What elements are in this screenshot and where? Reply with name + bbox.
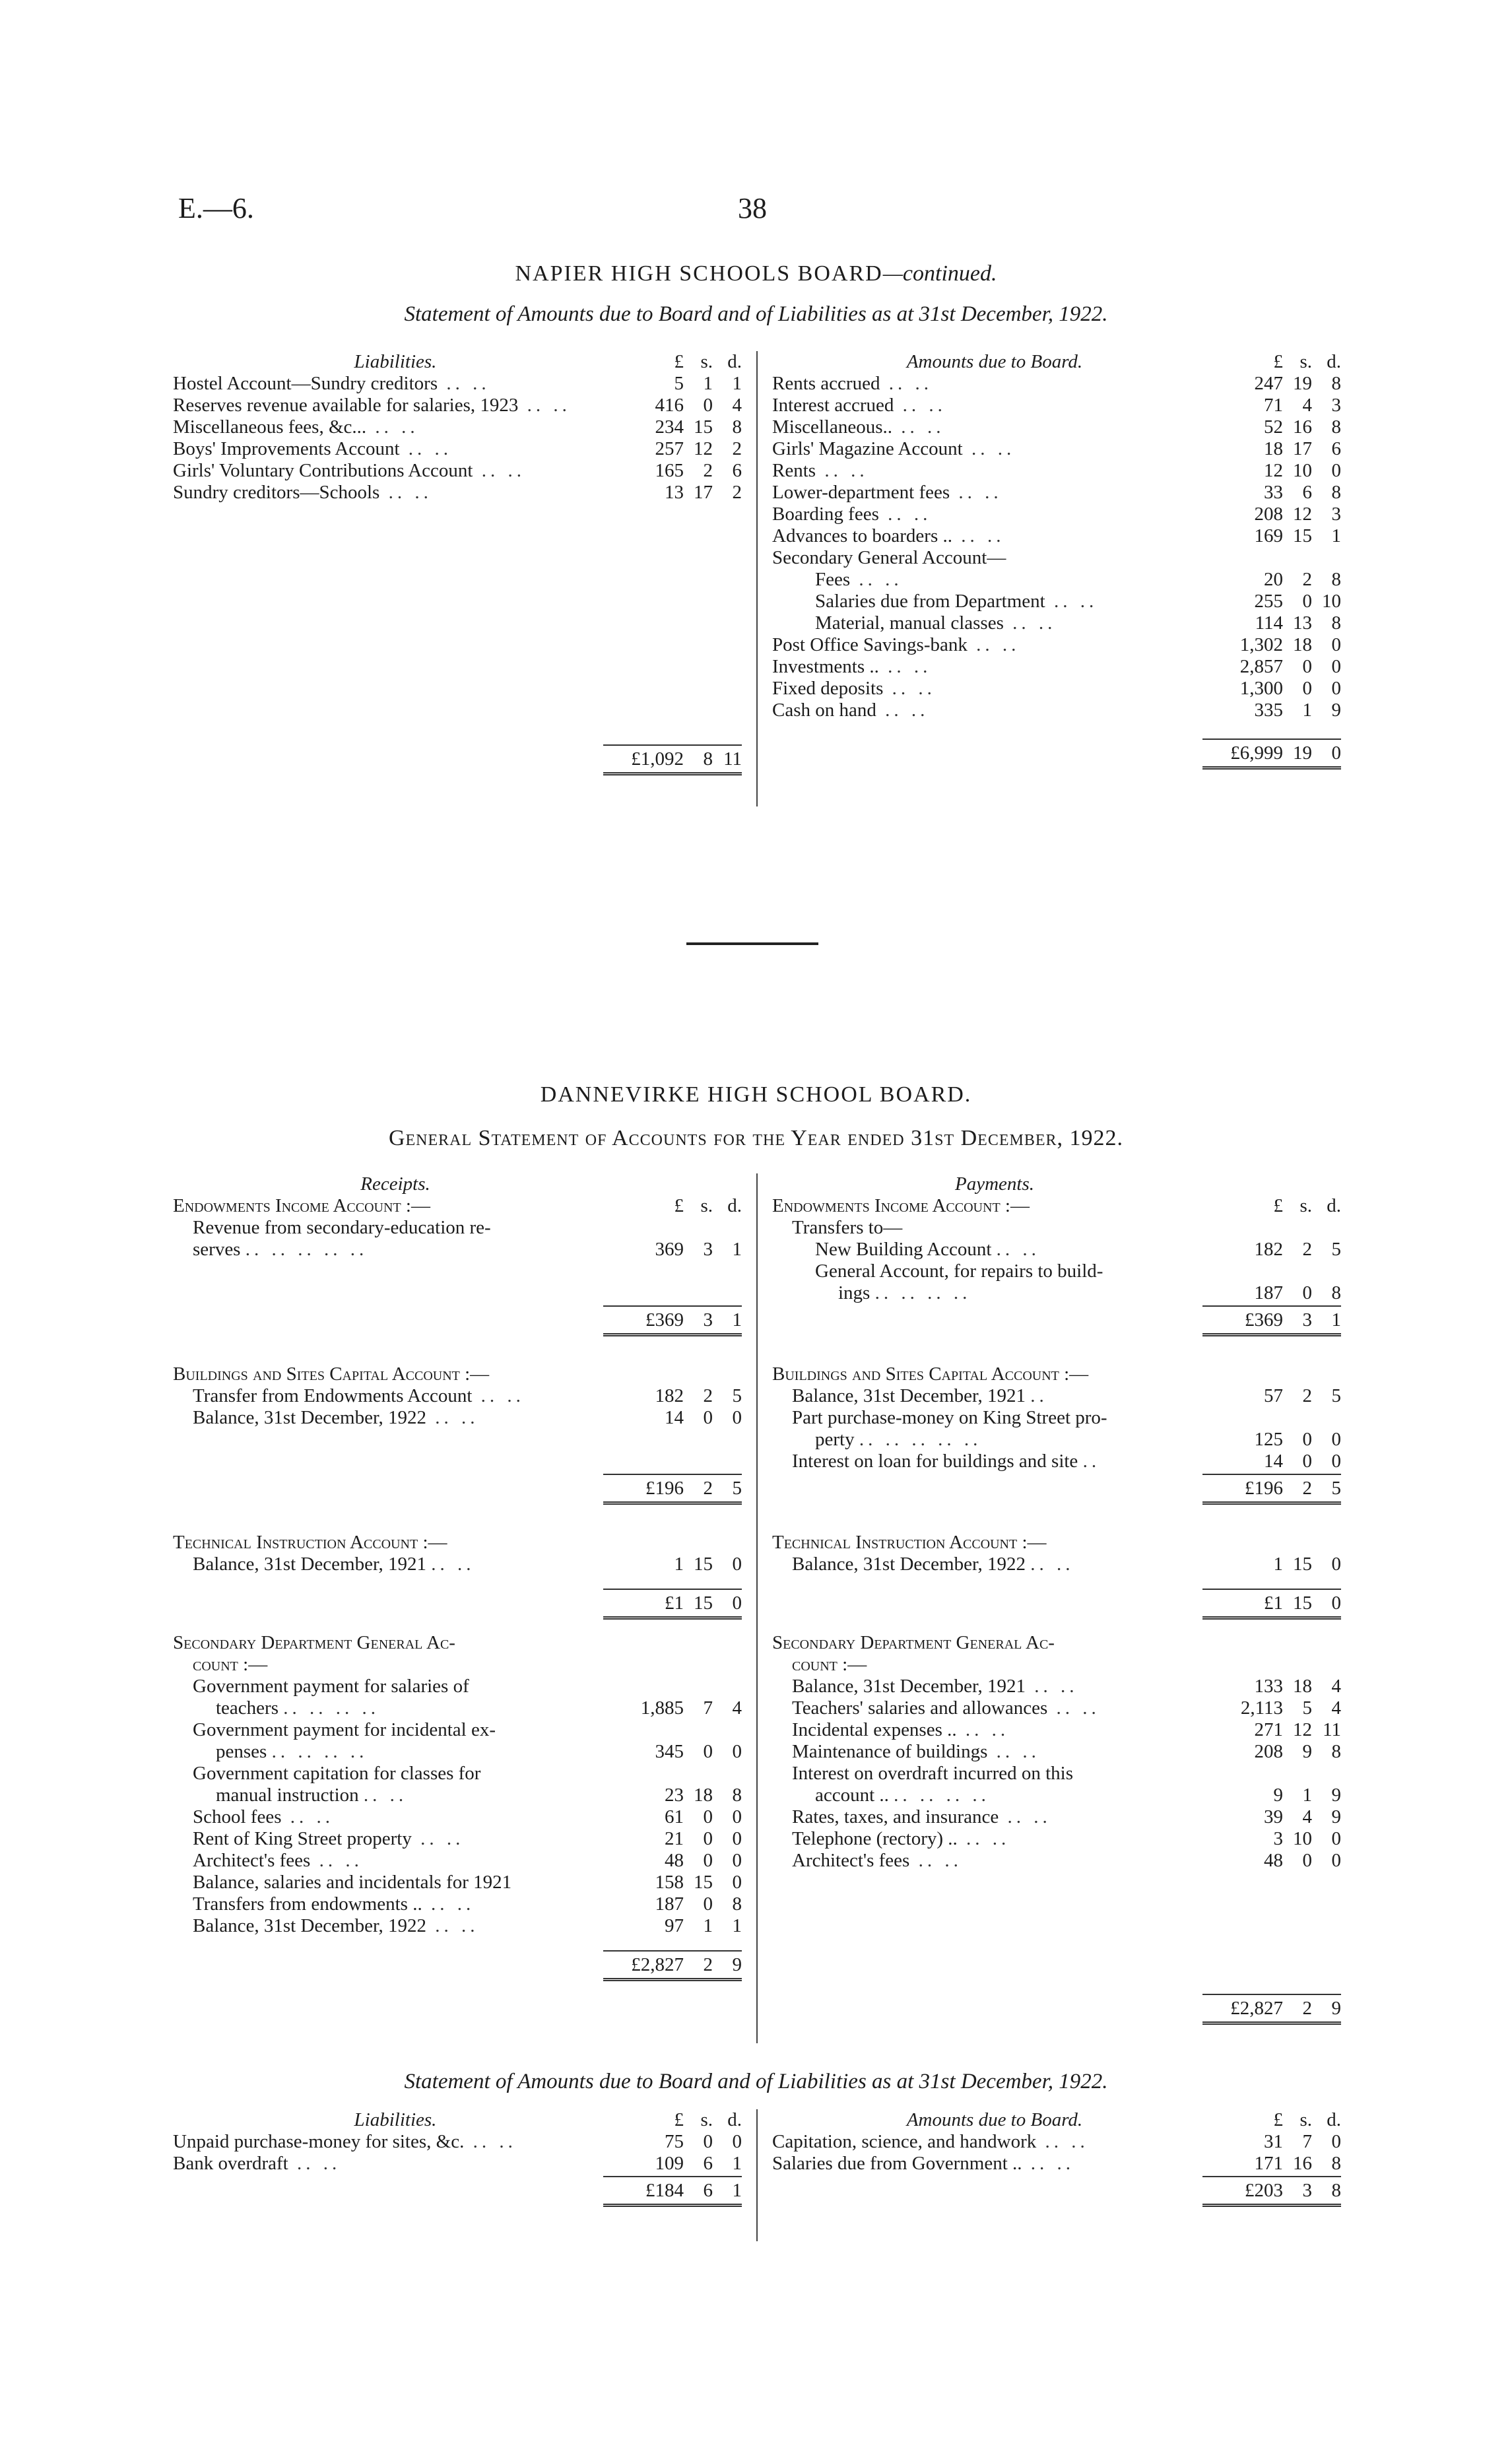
row-label: Miscellaneous.. — [772, 416, 893, 438]
list-item: serves .. .. .. .. .. 369 3 1 — [193, 1239, 742, 1260]
amount-shillings: 18 — [1293, 634, 1312, 655]
amount-pence: 0 — [732, 1872, 742, 1893]
table-row: Hostel Account—Sundry creditors .. .. 5 1 1 — [173, 373, 742, 394]
list-item: Interest on overdraft incurred on this — [792, 1763, 1073, 1784]
amount-pounds: 114 — [1255, 612, 1283, 634]
secondary-payments-total: £2,827 2 9 — [772, 1994, 1341, 2020]
amount-pounds: 335 — [1254, 700, 1283, 721]
list-item: Secondary Department General Ac- — [772, 1632, 1055, 1653]
row-label: Miscellaneous fees, &c... — [173, 416, 367, 438]
amount-shillings: 17 — [694, 482, 713, 503]
napier-subtitle: Statement of Amounts due to Board and of Liabilities as at 31st December, 1922. — [404, 302, 1108, 326]
amount-pence: 0 — [1331, 678, 1341, 699]
row-label: Investments .. — [772, 656, 879, 677]
amount-pence: 0 — [732, 1850, 742, 1871]
amount-shillings: 0 — [703, 1893, 713, 1915]
amount-pence: 2 — [732, 482, 742, 503]
amount-shillings: 7 — [1302, 2131, 1312, 2152]
amount-shillings: 1 — [1302, 700, 1312, 721]
table-row: School fees .. .. 61 0 0 — [193, 1806, 742, 1827]
row-label: Salaries due from Department — [815, 591, 1045, 612]
table-row: Salaries due from Department .. .. 255 0 10 — [815, 591, 1341, 612]
list-item: manual instruction .. .. 23 18 8 — [216, 1785, 742, 1806]
napier-statement — [173, 351, 1341, 806]
amount-pounds: 48 — [1264, 1850, 1283, 1871]
amount-pence: 0 — [1331, 1850, 1341, 1871]
amount-pounds: 257 — [655, 438, 684, 459]
row-label: Boarding fees — [772, 504, 879, 525]
amount-shillings: 17 — [1293, 438, 1312, 459]
amount-pence: 1 — [732, 2153, 742, 2174]
amount-pence: 0 — [732, 1806, 742, 1827]
table-row: Salaries due from Government .. .. .. 171 16 8 — [772, 2153, 1341, 2174]
dannevirke-liabilities-total: £184 6 1 — [173, 2176, 742, 2202]
list-item: Interest on loan for buildings and site .. 14 0 0 — [792, 1451, 1341, 1472]
table-row: Advances to boarders .. .. .. 169 15 1 — [772, 525, 1341, 546]
row-label: Lower-department fees — [772, 482, 950, 503]
table-row: Fees .. .. 20 2 8 — [815, 569, 1341, 590]
amount-pence: 1 — [732, 1915, 742, 1936]
row-label: Balance, 31st December, 1922 — [193, 1915, 426, 1936]
list-item: account .. .. .. .. .. 9 1 9 — [815, 1785, 1341, 1806]
table-row: Interest accrued .. .. 71 4 3 — [772, 395, 1341, 416]
endowments-payments-total: £369 3 1 — [772, 1305, 1341, 1332]
amount-pounds: 1,302 — [1239, 634, 1283, 655]
row-label: Post Office Savings-bank — [772, 634, 968, 655]
row-label: Capitation, science, and handwork — [772, 2131, 1037, 2152]
list-item: Buildings and Sites Capital Account :— — [173, 1363, 490, 1385]
row-label: Fees — [815, 569, 851, 590]
column-divider — [756, 1173, 758, 2043]
row-label: Boys' Improvements Account — [173, 438, 400, 459]
amount-pounds: 71 — [1264, 395, 1283, 416]
amount-pounds: 52 — [1264, 416, 1283, 438]
row-label: Teachers' salaries and allowances — [792, 1697, 1048, 1719]
list-item: count :— — [193, 1654, 268, 1675]
amount-shillings: 0 — [703, 1806, 713, 1827]
row-label: Salaries due from Government .. — [772, 2153, 1022, 2174]
table-row: Transfer from Endowments Account .. .. 182 2 5 — [193, 1385, 742, 1406]
amount-pounds: 33 — [1264, 482, 1283, 503]
endowments-receipts-total: £369 3 1 — [173, 1305, 742, 1332]
table-row: Incidental expenses .. .. .. 271 12 11 — [792, 1719, 1341, 1740]
row-label: Balance, salaries and incidentals for 1921 — [193, 1872, 512, 1893]
amount-shillings: 0 — [703, 395, 713, 416]
amount-pounds: 1,300 — [1239, 678, 1283, 699]
amount-shillings: 12 — [694, 438, 713, 459]
amount-shillings: 9 — [1302, 1741, 1312, 1762]
table-head: Amounts due to Board. £ s. d. — [906, 351, 1341, 372]
secondary-receipts-total: £2,827 2 9 — [173, 1950, 742, 1977]
table-row: Material, manual classes .. .. 114 13 8 — [815, 612, 1341, 634]
buildings-payments-total: £196 2 5 — [772, 1474, 1341, 1500]
amount-pence: 4 — [1331, 1697, 1341, 1719]
row-label: Rents — [772, 460, 816, 481]
amount-pounds: 158 — [655, 1872, 684, 1893]
list-item: Endowments Income Account :— £ s. d. — [173, 1195, 742, 1216]
table-row: Balance, 31st December, 1922 .. .. 97 1 1 — [193, 1915, 742, 1936]
amount-shillings: 0 — [703, 1850, 713, 1871]
napier-title: NAPIER HIGH SCHOOLS BOARD—continued. — [515, 261, 997, 286]
table-head: Liabilities. £ s. d. — [354, 351, 742, 372]
table-row: Girls' Voluntary Contributions Account .. .. 165 2 6 — [173, 460, 742, 481]
list-item: Government capitation for classes for — [193, 1763, 481, 1784]
row-label: Interest accrued — [772, 395, 894, 416]
list-item: Government payment for salaries of — [193, 1676, 469, 1697]
row-label: Girls' Voluntary Contributions Account — [173, 460, 473, 481]
column-divider — [756, 2109, 758, 2241]
amount-pence: 8 — [1331, 416, 1341, 438]
table-row: Architect's fees .. .. 48 0 0 — [193, 1850, 742, 1871]
page-ref: E.—6. — [178, 192, 254, 224]
row-label: Balance, 31st December, 1922 — [193, 1407, 426, 1428]
row-label: Secondary General Account— — [772, 547, 1006, 568]
list-item: Balance, 31st December, 1921 .. .. 1 15 0 — [193, 1554, 742, 1575]
dannevirke-title: DANNEVIRKE HIGH SCHOOL BOARD. — [540, 1082, 972, 1107]
table-row: Rents .. .. 12 10 0 — [772, 460, 1341, 481]
amount-pence: 8 — [1331, 482, 1341, 503]
table-row: Unpaid purchase-money for sites, &c. .. .. 75 0 0 — [173, 2131, 742, 2152]
amount-shillings: 15 — [694, 1872, 713, 1893]
amount-pounds: 133 — [1254, 1676, 1283, 1697]
amount-pence: 8 — [732, 416, 742, 438]
table-row: Transfers from endowments .. .. .. 187 0 8 — [193, 1893, 742, 1915]
amount-shillings: 12 — [1293, 1719, 1312, 1740]
list-item: Buildings and Sites Capital Account :— — [772, 1363, 1089, 1385]
amount-shillings: 0 — [1302, 1850, 1312, 1871]
amount-shillings: 2 — [703, 1385, 713, 1406]
table-row: Maintenance of buildings .. .. 208 9 8 — [792, 1741, 1341, 1762]
row-label: Rent of King Street property — [193, 1828, 412, 1849]
row-label: School fees — [193, 1806, 282, 1827]
table-row: Rents accrued .. .. 247 19 8 — [772, 373, 1341, 394]
table-row — [173, 1872, 742, 1893]
amount-pounds: 247 — [1254, 373, 1283, 394]
napier-liabilities-total: £1,092 8 11 — [173, 744, 742, 771]
row-label: Girls' Magazine Account — [772, 438, 963, 459]
table-row: Investments .. .. .. 2,857 0 0 — [772, 656, 1341, 677]
row-label: Cash on hand — [772, 700, 876, 721]
amount-shillings: 0 — [703, 2131, 713, 2152]
amount-pence: 0 — [1331, 634, 1341, 655]
amount-pounds: 182 — [655, 1385, 684, 1406]
amount-pounds: 169 — [1254, 525, 1283, 546]
list-item: Technical Instruction Account :— — [173, 1532, 447, 1553]
amount-pounds: 3 — [1273, 1828, 1283, 1849]
amount-shillings: 10 — [1293, 460, 1312, 481]
table-row: Telephone (rectory) .. .. .. 3 10 0 — [792, 1828, 1341, 1849]
amount-pounds: 61 — [665, 1806, 684, 1827]
dannevirke-assets-total: £203 3 8 — [772, 2176, 1341, 2202]
table-row: Boarding fees .. .. 208 12 3 — [772, 504, 1341, 525]
amount-shillings: 1 — [703, 373, 713, 394]
amount-shillings: 13 — [1293, 612, 1312, 634]
list-item: count :— — [792, 1654, 867, 1675]
table-row: Miscellaneous fees, &c... .. .. 234 15 8 — [173, 416, 742, 438]
amount-pounds: 208 — [1254, 1741, 1283, 1762]
amount-shillings: 6 — [703, 2153, 713, 2174]
row-label: Maintenance of buildings — [792, 1741, 988, 1762]
amount-pounds: 2,857 — [1239, 656, 1283, 677]
amount-shillings: 4 — [1302, 1806, 1312, 1827]
row-label: Transfer from Endowments Account — [193, 1385, 473, 1406]
row-label: Architect's fees — [193, 1850, 311, 1871]
amount-shillings: 0 — [703, 1407, 713, 1428]
amount-pence: 0 — [1331, 460, 1341, 481]
amount-pence: 10 — [1322, 591, 1341, 612]
table-row: Teachers' salaries and allowances .. .. 2,113 5 4 — [792, 1697, 1341, 1719]
list-item: Government payment for incidental ex- — [193, 1719, 496, 1740]
amount-pence: 0 — [732, 2131, 742, 2152]
amount-pounds: 21 — [665, 1828, 684, 1849]
amount-shillings: 0 — [1302, 591, 1312, 612]
row-label: Fixed deposits — [772, 678, 884, 699]
table-row: Sundry creditors—Schools .. .. 13 17 2 — [173, 482, 742, 503]
row-label: Architect's fees — [792, 1850, 910, 1871]
dannevirke-statement-subtitle: Statement of Amounts due to Board and of Liabilities as at 31st December, 1922. — [404, 2070, 1108, 2093]
list-item: New Building Account .. .. 182 2 5 — [815, 1239, 1341, 1260]
amount-shillings: 18 — [1293, 1676, 1312, 1697]
row-label: Rents accrued — [772, 373, 880, 394]
amount-pence: 8 — [1331, 612, 1341, 634]
dannevirke-assets: Amounts due to Board. £ s. d. Capitation, science, and handwork .. .. 31 7 0 Salaries due from Government .. .. .. 171 16 8 £203 3 8 — [772, 2109, 1341, 2241]
list-item: Balance, 31st December, 1921 .. 57 2 5 — [792, 1385, 1341, 1406]
amount-shillings: 5 — [1302, 1697, 1312, 1719]
amount-pounds: 13 — [665, 482, 684, 503]
amount-shillings: 15 — [694, 416, 713, 438]
amount-pence: 9 — [1331, 1806, 1341, 1827]
table-row: Post Office Savings-bank .. .. 1,302 18 0 — [772, 634, 1341, 655]
amount-shillings: 2 — [1302, 569, 1312, 590]
row-label: Reserves revenue available for salaries, 1923 — [173, 395, 519, 416]
table-row: Rates, taxes, and insurance .. .. 39 4 9 — [792, 1806, 1341, 1827]
amount-shillings: 0 — [703, 1828, 713, 1849]
amount-pounds: 171 — [1254, 2153, 1283, 2174]
table-row: Architect's fees .. .. 48 0 0 — [792, 1850, 1341, 1871]
amount-pence: 9 — [1331, 700, 1341, 721]
list-item: perty .. .. .. .. .. 125 0 0 — [815, 1429, 1341, 1450]
table-row: Rent of King Street property .. .. 21 0 0 — [193, 1828, 742, 1849]
row-label: Transfers from endowments .. — [193, 1893, 422, 1915]
amount-pence: 1 — [732, 373, 742, 394]
receipts-column: Receipts. Endowments Income Account :— £ s. d. Revenue from secondary-education re- serves .. .. .. .. .. 369 3 1 £369 3 1 Buildings and Sites Capital Account :— Transfer from Endowments Account .. .. 182 2 5 Balance, 31st December, 1922 .. .. 14 0 0 £196 2 5 Technical Instruction Account :— Balance, 31st December, 1921 .. .. 1 15 0 £1 15 0 Secondary Department General Ac- count :— Government payment for salaries of teachers .. .. .. .. 1,885 7 4 Government payment for incidental ex- penses .. .. .. .. 345 0 0 Government capitation for classes for manual instruction .. .. 23 18 8 School fees .. .. 61 0 0 Rent of King Street property .. .. 21 0 0 Architect's fees .. .. 48 0 0 Balance, salaries and incidentals for 1921 158 15 0 Transfers from endowments .. .. .. 187 0 8 Balance, 31st December, 1922 .. .. 97 1 1 £2,827 2 9 — [173, 1173, 742, 2043]
amount-pence: 3 — [1331, 504, 1341, 525]
amount-shillings: 15 — [1293, 525, 1312, 546]
amount-pence: 3 — [1331, 395, 1341, 416]
amount-pence: 0 — [732, 1407, 742, 1428]
list-item: Secondary Department General Ac- — [173, 1632, 455, 1653]
amount-pence: 0 — [1331, 2131, 1341, 2152]
amount-pence: 4 — [1331, 1676, 1341, 1697]
amount-pounds: 255 — [1254, 591, 1283, 612]
list-item: ings .. .. .. .. 187 0 8 — [838, 1282, 1341, 1303]
table-row: Fixed deposits .. .. 1,300 0 0 — [772, 678, 1341, 699]
list-item: Part purchase-money on King Street pro- — [792, 1407, 1107, 1428]
buildings-receipts-total: £196 2 5 — [173, 1474, 742, 1500]
amount-pence: 8 — [1331, 1741, 1341, 1762]
amount-shillings: 19 — [1293, 373, 1312, 394]
technical-receipts-total: £1 15 0 — [173, 1589, 742, 1615]
list-item: Technical Instruction Account :— — [772, 1532, 1047, 1553]
section-separator — [686, 942, 818, 945]
napier-assets — [772, 351, 1341, 806]
amount-pounds: 75 — [665, 2131, 684, 2152]
list-item: penses .. .. .. .. 345 0 0 — [216, 1741, 742, 1762]
row-label: Incidental expenses .. — [792, 1719, 957, 1740]
amount-pounds: 39 — [1264, 1806, 1283, 1827]
amount-shillings: 1 — [703, 1915, 713, 1936]
amount-pence: 1 — [1331, 525, 1341, 546]
technical-payments-total: £1 15 0 — [772, 1589, 1341, 1615]
amount-pounds: 416 — [655, 395, 684, 416]
amount-pence: 4 — [732, 395, 742, 416]
amount-shillings: 0 — [1302, 678, 1312, 699]
amount-pounds: 31 — [1264, 2131, 1283, 2152]
column-divider — [756, 351, 758, 806]
amount-pence: 5 — [732, 1385, 742, 1406]
napier-assets-total: £6,999 19 0 — [772, 739, 1341, 765]
amount-pounds: 20 — [1264, 569, 1283, 590]
amount-pounds: 97 — [665, 1915, 684, 1936]
row-label: Material, manual classes — [815, 612, 1004, 634]
amount-pounds: 109 — [655, 2153, 684, 2174]
amount-pence: 0 — [1331, 656, 1341, 677]
table-row: Reserves revenue available for salaries, 1923 .. .. 416 0 4 — [173, 395, 742, 416]
dannevirke-statement — [173, 2109, 1341, 2241]
list-item: Revenue from secondary-education re- — [193, 1217, 491, 1238]
table-row: Balance, 31st December, 1922 .. .. 14 0 0 — [193, 1407, 742, 1428]
row-label: Advances to boarders .. — [772, 525, 952, 546]
amount-pounds: 271 — [1254, 1719, 1283, 1740]
table-row: Lower-department fees .. .. 33 6 8 — [772, 482, 1341, 503]
amount-pounds: 187 — [655, 1893, 684, 1915]
page-number: 38 — [738, 192, 767, 224]
table-row: Cash on hand .. .. 335 1 9 — [772, 700, 1341, 721]
amount-shillings: 0 — [1302, 656, 1312, 677]
amount-pence: 8 — [1331, 569, 1341, 590]
amount-shillings: 4 — [1302, 395, 1312, 416]
amount-pence: 0 — [732, 1828, 742, 1849]
row-label: Unpaid purchase-money for sites, &c. — [173, 2131, 465, 2152]
row-label: Telephone (rectory) .. — [792, 1828, 958, 1849]
amount-pence: 11 — [1323, 1719, 1341, 1740]
list-item: Transfers to— — [792, 1217, 903, 1238]
table-row — [772, 547, 1341, 569]
amount-pence: 0 — [1331, 1828, 1341, 1849]
amount-pounds: 48 — [665, 1850, 684, 1871]
dannevirke-accounts — [173, 1173, 1341, 2043]
napier-liabilities — [173, 351, 742, 806]
amount-pounds: 5 — [674, 373, 684, 394]
amount-pence: 8 — [732, 1893, 742, 1915]
amount-pounds: 18 — [1264, 438, 1283, 459]
amount-pence: 8 — [1331, 2153, 1341, 2174]
list-item: General Account, for repairs to build- — [815, 1261, 1103, 1282]
table-row: Bank overdraft .. .. 109 6 1 — [173, 2153, 742, 2174]
table-row: Miscellaneous.. .. .. 52 16 8 — [772, 416, 1341, 438]
amount-pounds: 12 — [1264, 460, 1283, 481]
table-row: Boys' Improvements Account .. .. 257 12 2 — [173, 438, 742, 459]
amount-shillings: 16 — [1293, 2153, 1312, 2174]
amount-pounds: 165 — [655, 460, 684, 481]
row-label: Hostel Account—Sundry creditors — [173, 373, 438, 394]
row-label: Balance, 31st December, 1921 — [792, 1676, 1026, 1697]
amount-pence: 2 — [732, 438, 742, 459]
table-row: Capitation, science, and handwork .. .. 31 7 0 — [772, 2131, 1341, 2152]
list-item: Balance, 31st December, 1922 .. .. 1 15 0 — [792, 1554, 1341, 1575]
amount-pounds: 208 — [1254, 504, 1283, 525]
table-row: Balance, 31st December, 1921 .. .. 133 18 4 — [792, 1676, 1341, 1697]
row-label: Rates, taxes, and insurance — [792, 1806, 999, 1827]
amount-shillings: 12 — [1293, 504, 1312, 525]
amount-shillings: 10 — [1293, 1828, 1312, 1849]
amount-pence: 6 — [1331, 438, 1341, 459]
amount-shillings: 16 — [1293, 416, 1312, 438]
amount-pounds: 234 — [655, 416, 684, 438]
dannevirke-liabilities: Liabilities. £ s. d. Unpaid purchase-money for sites, &c. .. .. 75 0 0 Bank overdraft .. .. 109 6 1 £184 6 1 — [173, 2109, 742, 2241]
amount-pence: 8 — [1331, 373, 1341, 394]
amount-pence: 6 — [732, 460, 742, 481]
dannevirke-subtitle: General Statement of Accounts for the Year ended 31st December, 1922. — [388, 1126, 1124, 1150]
payments-column: Payments. Endowments Income Account :— £ s. d. Transfers to— New Building Account .. .. 182 2 5 General Account, for repairs to build- ings .. .. .. .. 187 0 8 £369 3 1 Buildings and Sites Capital Account :— Balance, 31st December, 1921 .. 57 2 5 Part purchase-money on King Street pro- perty .. .. .. .. .. 125 0 0 Interest on loan for buildings and site .. 14 0 0 £196 2 5 Technical Instruction Account :— Balance, 31st December, 1922 .. .. 1 15 0 £1 15 0 Secondary Department General Ac- count :— Balance, 31st December, 1921 .. .. 133 18 4 Teachers' salaries and allowances .. .. 2,113 5 4 Incidental expenses .. .. .. 271 12 11 Maintenance of buildings .. .. 208 9 8 Interest on overdraft incurred on this account .. .. .. .. .. 9 1 9 Rates, taxes, and insurance .. .. 39 4 9 Telephone (rectory) .. .. .. 3 10 0 Architect's fees .. .. 48 0 0 £2,827 2 9 — [772, 1173, 1341, 2043]
row-label: Sundry creditors—Schools — [173, 482, 380, 503]
amount-pounds: 2,113 — [1240, 1697, 1283, 1719]
amount-pounds: 14 — [665, 1407, 684, 1428]
amount-shillings: 2 — [703, 460, 713, 481]
row-label: Bank overdraft — [173, 2153, 288, 2174]
list-item: Endowments Income Account :— £ s. d. — [772, 1195, 1341, 1216]
amount-shillings: 6 — [1302, 482, 1312, 503]
table-row: Girls' Magazine Account .. .. 18 17 6 — [772, 438, 1341, 459]
list-item: teachers .. .. .. .. 1,885 7 4 — [216, 1697, 742, 1719]
